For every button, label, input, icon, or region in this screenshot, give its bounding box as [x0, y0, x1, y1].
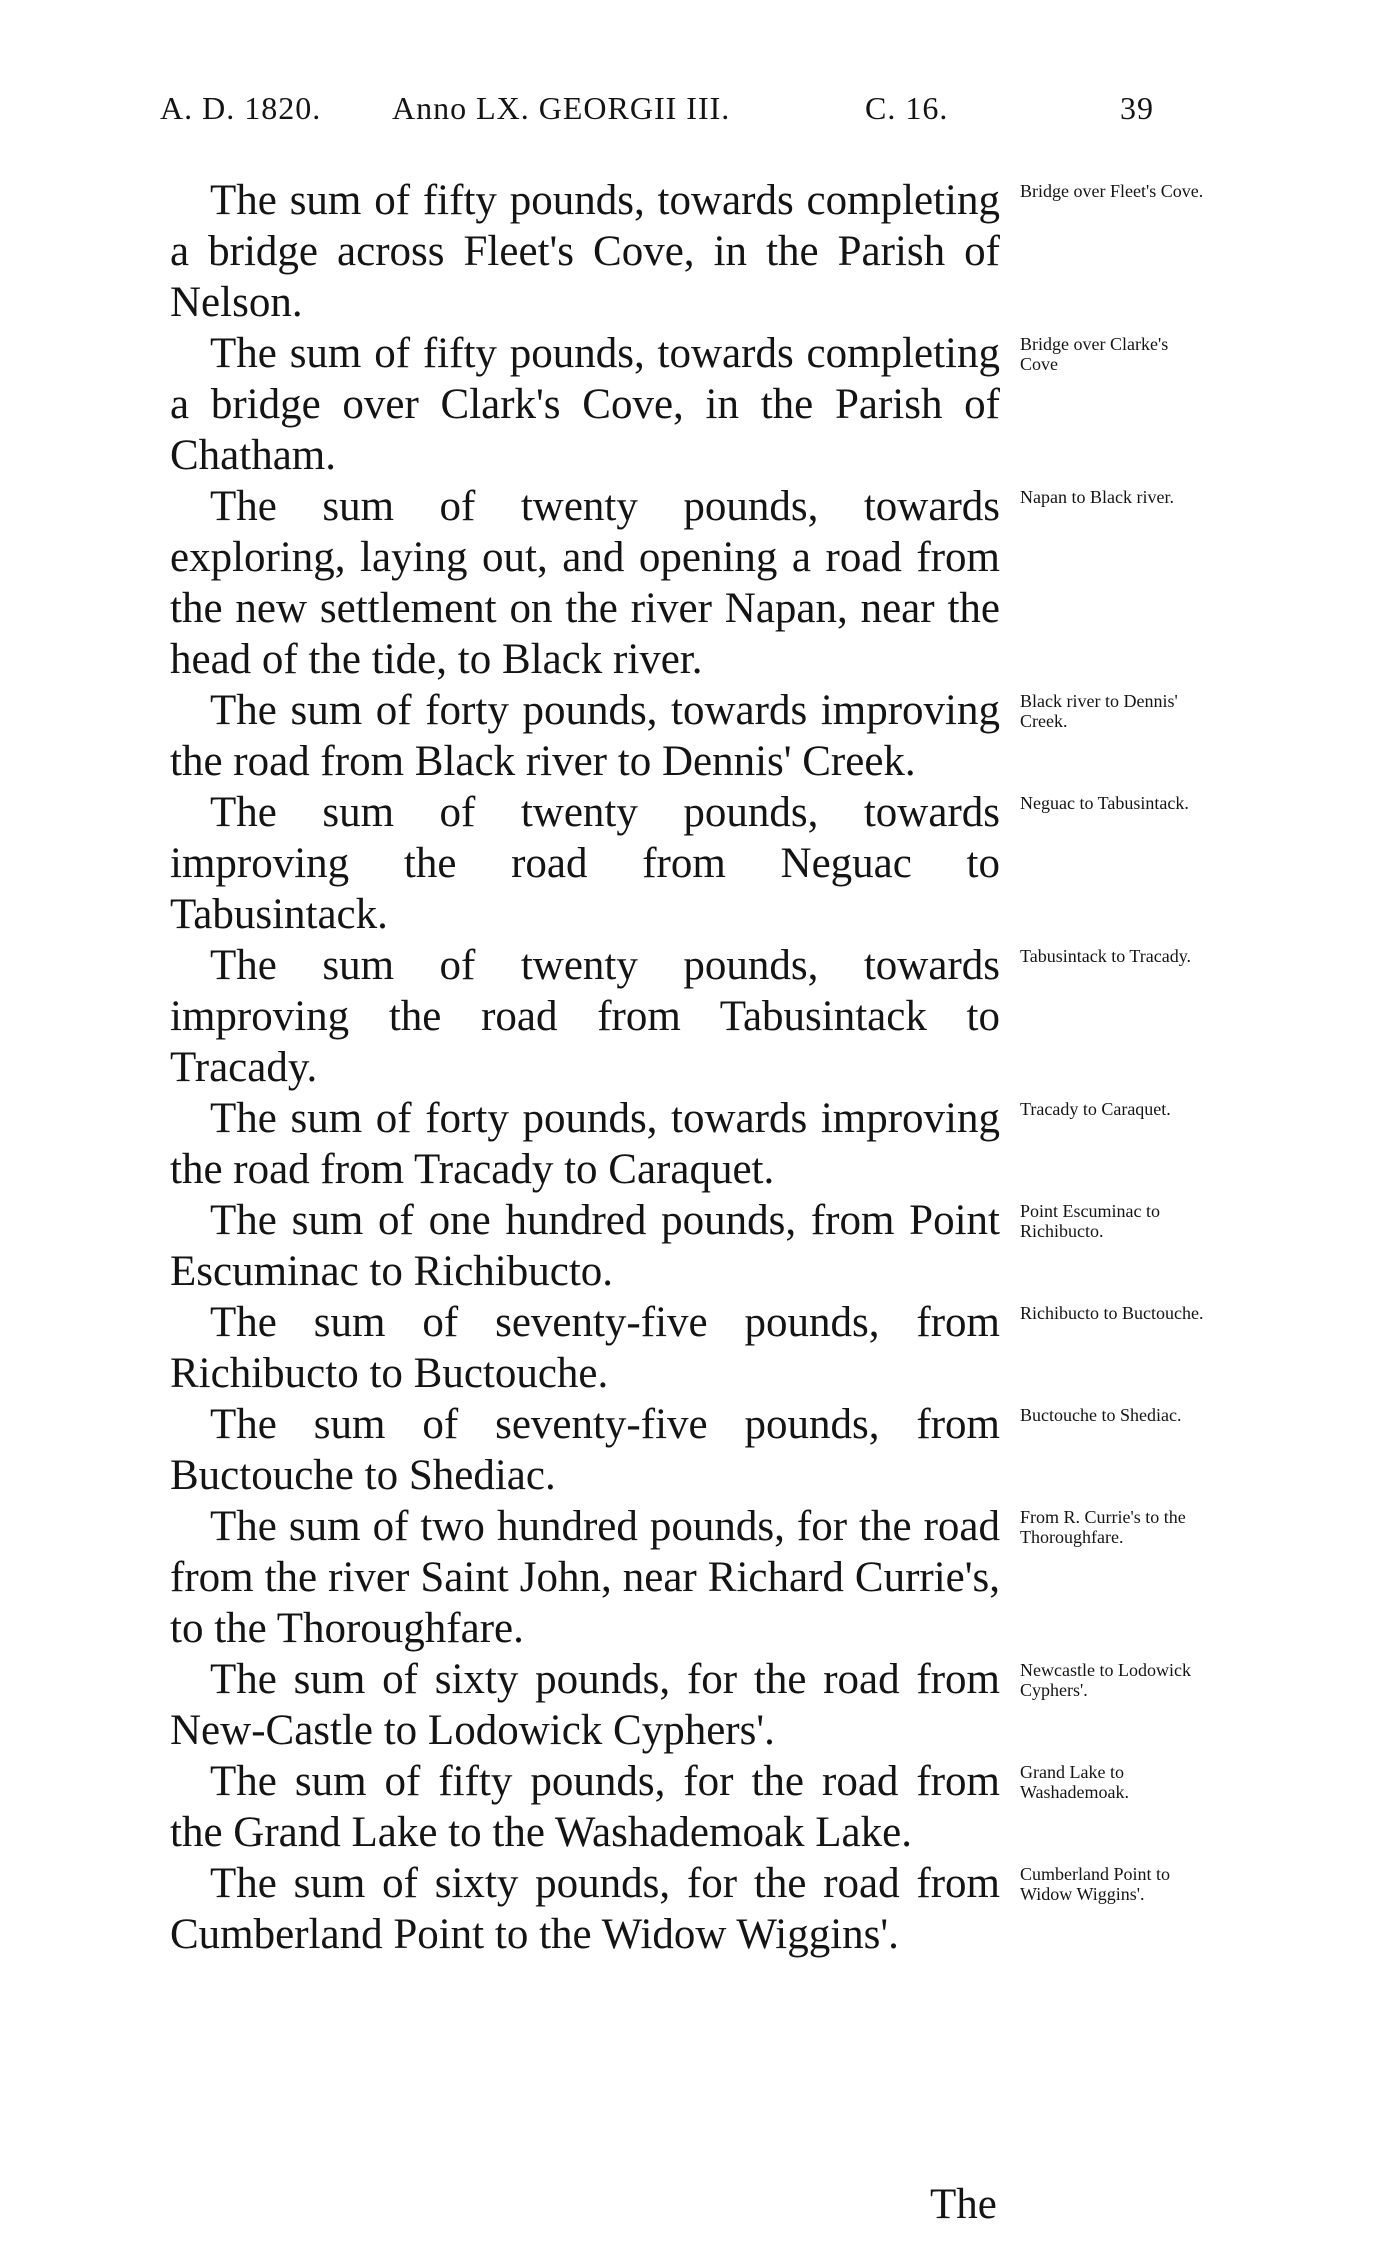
entry-richibucto-buctouche — [170, 1297, 1204, 1399]
marginal-note: Bridge over Clarke's Cove — [1020, 334, 1169, 374]
entry-neguac-tabusintack — [170, 787, 1189, 940]
entry-newcastle-lodowick — [170, 1654, 1191, 1756]
entry-tracady-caraquet — [170, 1093, 1171, 1195]
entry-text: The sum of forty pounds, towards improving the road from Black river to Dennis' Creek. — [170, 687, 1000, 785]
entry-text: The sum of fifty pounds, towards completing a bridge over Clark's Cove, in the Parish of Chatham. — [170, 330, 1000, 479]
entry-clarks-cove — [170, 328, 1169, 481]
entry-text: The sum of two hundred pounds, for the road from the river Saint John, near Richard Currie's, to the Thoroughfare. — [170, 1503, 1000, 1652]
page-number: 39 — [1120, 90, 1154, 126]
marginal-note: From R. Currie's to the Thoroughfare. — [1020, 1507, 1186, 1547]
entry-text: The sum of seventy-five pounds, from Buctouche to Shediac. — [170, 1401, 1000, 1499]
marginal-note: Buctouche to Shediac. — [1020, 1405, 1182, 1425]
entry-text: The sum of fifty pounds, for the road from the Grand Lake to the Washademoak Lake. — [170, 1758, 1000, 1856]
entry-text: The sum of sixty pounds, for the road from New-Castle to Lodowick Cyphers'. — [170, 1656, 1000, 1754]
marginal-note: Cumberland Point to Widow Wiggins'. — [1020, 1864, 1170, 1904]
marginal-note: Napan to Black river. — [1020, 487, 1174, 507]
document-body — [170, 175, 1204, 1960]
entry-text: The sum of one hundred pounds, from Point Escuminac to Richibucto. — [170, 1197, 1000, 1295]
marginal-note: Black river to Dennis' Creek. — [1020, 691, 1178, 731]
marginal-note: Tabusintack to Tracady. — [1020, 946, 1192, 966]
marginal-note: Point Escuminac to Richibucto. — [1020, 1201, 1160, 1241]
entry-curries-thoroughfare — [170, 1501, 1186, 1654]
entry-napan-black-river — [170, 481, 1174, 685]
entry-black-river-dennis-creek — [170, 685, 1178, 787]
entry-text: The sum of seventy-five pounds, from Richibucto to Buctouche. — [170, 1299, 1000, 1397]
entry-escuminac-richibucto — [170, 1195, 1160, 1297]
marginal-note: Grand Lake to Washademoak. — [1020, 1762, 1130, 1802]
entry-fleets-cove — [170, 175, 1204, 328]
marginal-note: Neguac to Tabusintack. — [1020, 793, 1189, 813]
marginal-note: Newcastle to Lodowick Cyphers'. — [1020, 1660, 1191, 1700]
entry-text: The sum of forty pounds, towards improving the road from Tracady to Caraquet. — [170, 1095, 1000, 1193]
marginal-note: Bridge over Fleet's Cove. — [1020, 181, 1204, 201]
entry-text: The sum of twenty pounds, towards exploring, laying out, and opening a road from the new settlement on the river Napan, near the head of the tide, to Black river. — [170, 483, 1000, 683]
entry-grand-lake-washademoak — [170, 1756, 1130, 1858]
header-regnal-year: Anno LX. GEORGII III. — [392, 90, 731, 126]
running-header — [160, 90, 1180, 140]
entry-text: The sum of twenty pounds, towards improving the road from Tabusintack to Tracady. — [170, 942, 1000, 1091]
entry-text: The sum of sixty pounds, for the road from Cumberland Point to the Widow Wiggins'. — [170, 1860, 1000, 1958]
marginal-note: Richibucto to Buctouche. — [1020, 1303, 1204, 1323]
entry-cumberland-wiggins — [170, 1858, 1170, 1960]
entry-text: The sum of fifty pounds, towards completing a bridge across Fleet's Cove, in the Parish of Nelson. — [170, 177, 1000, 326]
header-chapter: C. 16. — [865, 90, 949, 126]
header-year: A. D. 1820. — [160, 90, 322, 126]
entry-tabusintack-tracady — [170, 940, 1192, 1093]
entry-text: The sum of twenty pounds, towards improving the road from Neguac to Tabusintack. — [170, 789, 1000, 938]
catchword: The — [930, 2181, 997, 2228]
entry-buctouche-shediac — [170, 1399, 1182, 1501]
marginal-note: Tracady to Caraquet. — [1020, 1099, 1171, 1119]
